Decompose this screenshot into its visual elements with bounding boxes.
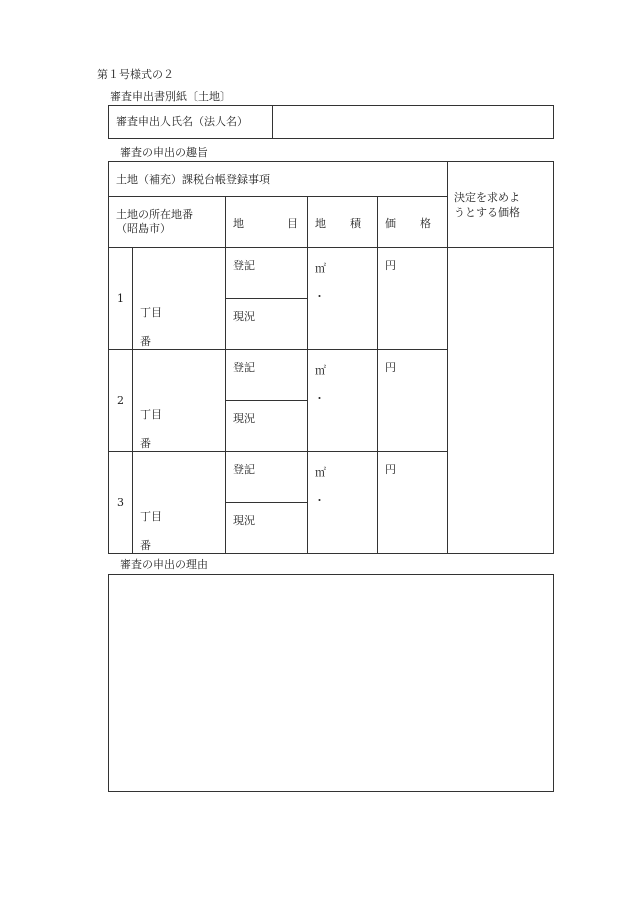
section-purpose: 審査の申出の趣旨 xyxy=(120,146,208,159)
registered-label: 登記 xyxy=(233,259,255,272)
chome-label: 丁目 xyxy=(140,510,162,523)
price-unit: 円 xyxy=(385,259,396,272)
ban-label: 番 xyxy=(140,437,151,450)
area-dot: ・ xyxy=(314,290,325,303)
header-requested-price-2: うとする価格 xyxy=(454,206,520,219)
price-unit: 円 xyxy=(385,463,396,476)
actual-label: 現況 xyxy=(233,514,255,527)
header-registry: 土地（補充）課税台帳登録事項 xyxy=(116,173,270,186)
area-dot: ・ xyxy=(314,494,325,507)
price-unit: 円 xyxy=(385,361,396,374)
registered-label: 登記 xyxy=(233,361,255,374)
form-number: 第１号様式の２ xyxy=(97,68,174,81)
chome-label: 丁目 xyxy=(140,408,162,421)
area-unit: ㎡ xyxy=(315,364,326,377)
col-price: 価 格 xyxy=(385,217,431,230)
reason-box[interactable] xyxy=(108,574,554,792)
col-location-2: （昭島市） xyxy=(116,222,171,235)
form-title: 審査申出書別紙〔土地〕 xyxy=(110,90,231,103)
actual-label: 現況 xyxy=(233,310,255,323)
header-requested-price-1: 決定を求めよ xyxy=(454,191,520,204)
area-unit: ㎡ xyxy=(315,262,326,275)
applicant-label: 審査申出人氏名（法人名） xyxy=(116,115,248,128)
col-land-category: 地 目 xyxy=(233,217,298,230)
actual-label: 現況 xyxy=(233,412,255,425)
ban-label: 番 xyxy=(140,539,151,552)
row-number: 3 xyxy=(117,496,124,509)
row-number: 1 xyxy=(117,292,124,305)
area-unit: ㎡ xyxy=(315,466,326,479)
ban-label: 番 xyxy=(140,335,151,348)
registered-label: 登記 xyxy=(233,463,255,476)
col-area: 地 積 xyxy=(315,217,361,230)
area-dot: ・ xyxy=(314,392,325,405)
row-number: 2 xyxy=(117,394,124,407)
col-location-1: 土地の所在地番 xyxy=(116,208,193,221)
section-reason: 審査の申出の理由 xyxy=(120,558,208,571)
chome-label: 丁目 xyxy=(140,306,162,319)
